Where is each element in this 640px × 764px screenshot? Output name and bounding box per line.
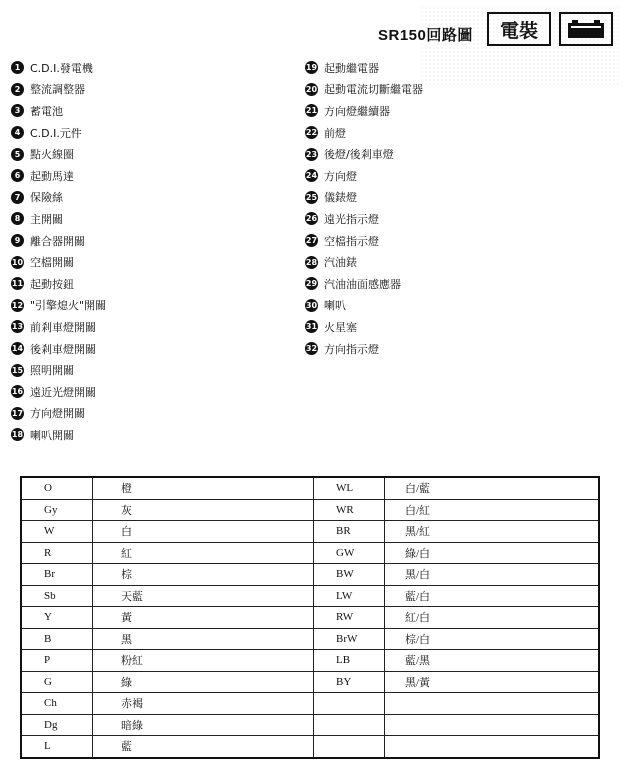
wire-code: W — [21, 521, 93, 543]
component-number: 12 — [11, 300, 24, 310]
component-label: C.D.I.元件 — [30, 126, 82, 140]
table-row — [21, 628, 599, 650]
component-label: 喇叭 — [324, 299, 346, 313]
component-item — [11, 316, 106, 338]
component-item — [11, 165, 106, 187]
wire-code-2: BW — [314, 564, 385, 586]
component-number: 28 — [305, 257, 318, 267]
component-number: 10 — [11, 257, 24, 267]
wire-code: R — [21, 542, 93, 564]
component-item — [11, 230, 106, 252]
component-label: 起動按鈕 — [30, 277, 74, 291]
table-row — [21, 650, 599, 672]
component-label: 汽油錶 — [324, 256, 357, 270]
wire-color: 赤褐 — [93, 693, 314, 715]
wire-color: 黑 — [93, 628, 314, 650]
wire-code: Ch — [21, 693, 93, 715]
wire-color-2 — [385, 714, 600, 736]
component-number: 3 — [11, 104, 24, 117]
component-label: 方向燈繼續器 — [324, 104, 390, 118]
component-item — [11, 251, 106, 273]
wire-color: 綠 — [93, 671, 314, 693]
section-tab: 電裝 — [487, 12, 551, 46]
component-number: 1 — [11, 61, 24, 74]
component-item — [305, 57, 423, 79]
component-label: 起動繼電器 — [324, 61, 379, 75]
component-item — [305, 316, 423, 338]
wire-code-2 — [314, 736, 385, 758]
wire-color-2 — [385, 693, 600, 715]
component-label: 火星塞 — [324, 320, 357, 334]
component-label: 前燈 — [324, 126, 346, 140]
component-label: "引擎熄火"開關 — [30, 299, 107, 313]
component-number: 11 — [11, 279, 24, 289]
component-number: 19 — [305, 63, 318, 73]
wire-color: 天藍 — [93, 585, 314, 607]
component-label: C.D.I.發電機 — [30, 61, 93, 75]
table-row — [21, 714, 599, 736]
wire-code: P — [21, 650, 93, 672]
wire-code: Gy — [21, 499, 93, 521]
table-row — [21, 477, 599, 499]
component-number: 23 — [305, 149, 318, 159]
wire-color-table — [20, 476, 600, 759]
component-item — [11, 187, 106, 209]
component-label: 空檔開關 — [30, 256, 74, 270]
component-item — [305, 100, 423, 122]
component-item — [11, 79, 106, 101]
table-row — [21, 736, 599, 758]
wire-code-2: BrW — [314, 628, 385, 650]
wire-code: B — [21, 628, 93, 650]
component-label: 保險絲 — [30, 191, 63, 205]
wire-color-2: 黑/白 — [385, 564, 600, 586]
wire-code: G — [21, 671, 93, 693]
wire-color: 粉紅 — [93, 650, 314, 672]
wire-color-2: 藍/黑 — [385, 650, 600, 672]
component-item — [11, 273, 106, 295]
table-row — [21, 607, 599, 629]
component-item — [305, 79, 423, 101]
wire-color: 紅 — [93, 542, 314, 564]
wire-color-2: 紅/白 — [385, 607, 600, 629]
component-label: 起動電流切斷繼電器 — [324, 83, 423, 97]
table-row — [21, 671, 599, 693]
component-label: 點火線圈 — [30, 148, 74, 162]
component-item — [11, 122, 106, 144]
wire-color-2: 藍/白 — [385, 585, 600, 607]
wire-color-2: 黑/黃 — [385, 671, 600, 693]
component-item — [305, 338, 423, 360]
table-row — [21, 693, 599, 715]
battery-icon — [559, 12, 613, 46]
wire-code-2: WR — [314, 499, 385, 521]
component-label: 主開關 — [30, 212, 63, 226]
table-row — [21, 499, 599, 521]
component-number: 32 — [305, 344, 318, 354]
component-label: 儀錶燈 — [324, 191, 357, 205]
wire-color-2: 黑/紅 — [385, 521, 600, 543]
wire-color: 橙 — [93, 477, 314, 499]
component-label: 整流調整器 — [30, 83, 85, 97]
component-item — [11, 295, 106, 317]
component-item — [11, 338, 106, 360]
component-list-left — [11, 57, 106, 446]
wire-code: Y — [21, 607, 93, 629]
component-label: 照明開關 — [30, 364, 74, 378]
table-row — [21, 564, 599, 586]
wire-color: 灰 — [93, 499, 314, 521]
component-number: 17 — [11, 408, 24, 418]
wire-code-2: GW — [314, 542, 385, 564]
component-label: 蓄電池 — [30, 104, 63, 118]
component-item — [305, 187, 423, 209]
component-number: 29 — [305, 279, 318, 289]
component-item — [305, 208, 423, 230]
component-number: 4 — [11, 126, 24, 139]
component-number: 20 — [305, 84, 318, 94]
table-row — [21, 542, 599, 564]
wire-code: L — [21, 736, 93, 758]
page-title: SR150回路圖 — [378, 27, 473, 44]
component-label: 遠近光燈開關 — [30, 385, 96, 399]
component-number: 2 — [11, 83, 24, 96]
wire-color: 暗綠 — [93, 714, 314, 736]
component-list-right — [305, 57, 423, 359]
wire-code: Br — [21, 564, 93, 586]
component-item — [305, 122, 423, 144]
wire-color-2: 白/藍 — [385, 477, 600, 499]
component-label: 後剎車燈開關 — [30, 342, 96, 356]
component-number: 8 — [11, 212, 24, 225]
component-label: 起動馬達 — [30, 169, 74, 183]
component-label: 遠光指示燈 — [324, 212, 379, 226]
component-number: 18 — [11, 430, 24, 440]
component-number: 6 — [11, 169, 24, 182]
table-row — [21, 521, 599, 543]
wire-code-2: BY — [314, 671, 385, 693]
component-item — [11, 359, 106, 381]
component-number: 13 — [11, 322, 24, 332]
wire-code-2: WL — [314, 477, 385, 499]
table-row — [21, 585, 599, 607]
component-item — [11, 424, 106, 446]
wire-color-2: 綠/白 — [385, 542, 600, 564]
component-item — [305, 143, 423, 165]
component-item — [305, 165, 423, 187]
wire-color: 藍 — [93, 736, 314, 758]
wire-code-2: RW — [314, 607, 385, 629]
wire-code: Dg — [21, 714, 93, 736]
component-number: 27 — [305, 236, 318, 246]
wire-code-2 — [314, 714, 385, 736]
wire-code-2: LB — [314, 650, 385, 672]
component-number: 5 — [11, 148, 24, 161]
component-item — [11, 208, 106, 230]
component-number: 14 — [11, 344, 24, 354]
component-label: 後燈/後剎車燈 — [324, 148, 394, 162]
component-number: 25 — [305, 192, 318, 202]
component-label: 前剎車燈開關 — [30, 320, 96, 334]
component-label: 方向指示燈 — [324, 342, 379, 356]
wire-code-2: BR — [314, 521, 385, 543]
component-number: 24 — [305, 171, 318, 181]
component-number: 22 — [305, 128, 318, 138]
component-number: 26 — [305, 214, 318, 224]
component-number: 21 — [305, 106, 318, 116]
component-number: 30 — [305, 300, 318, 310]
component-item — [305, 251, 423, 273]
wire-color-2: 棕/白 — [385, 628, 600, 650]
component-item — [11, 57, 106, 79]
component-label: 方向燈開關 — [30, 407, 85, 421]
component-label: 離合器開關 — [30, 234, 85, 248]
component-label: 方向燈 — [324, 169, 357, 183]
component-label: 汽油油面感應器 — [324, 277, 401, 291]
component-number: 9 — [11, 234, 24, 247]
wire-code: O — [21, 477, 93, 499]
component-number: 16 — [11, 387, 24, 397]
component-item — [11, 381, 106, 403]
wire-code: Sb — [21, 585, 93, 607]
wire-color-2 — [385, 736, 600, 758]
component-number: 15 — [11, 365, 24, 375]
wire-code-2 — [314, 693, 385, 715]
component-number: 7 — [11, 191, 24, 204]
component-item — [305, 295, 423, 317]
component-item — [11, 403, 106, 425]
wire-color: 黃 — [93, 607, 314, 629]
component-item — [305, 230, 423, 252]
wire-color: 棕 — [93, 564, 314, 586]
component-number: 31 — [305, 322, 318, 332]
component-item — [11, 143, 106, 165]
wire-color-2: 白/紅 — [385, 499, 600, 521]
component-item — [305, 273, 423, 295]
component-label: 空檔指示燈 — [324, 234, 379, 248]
wire-code-2: LW — [314, 585, 385, 607]
component-item — [11, 100, 106, 122]
wire-color: 白 — [93, 521, 314, 543]
component-label: 喇叭開關 — [30, 428, 74, 442]
